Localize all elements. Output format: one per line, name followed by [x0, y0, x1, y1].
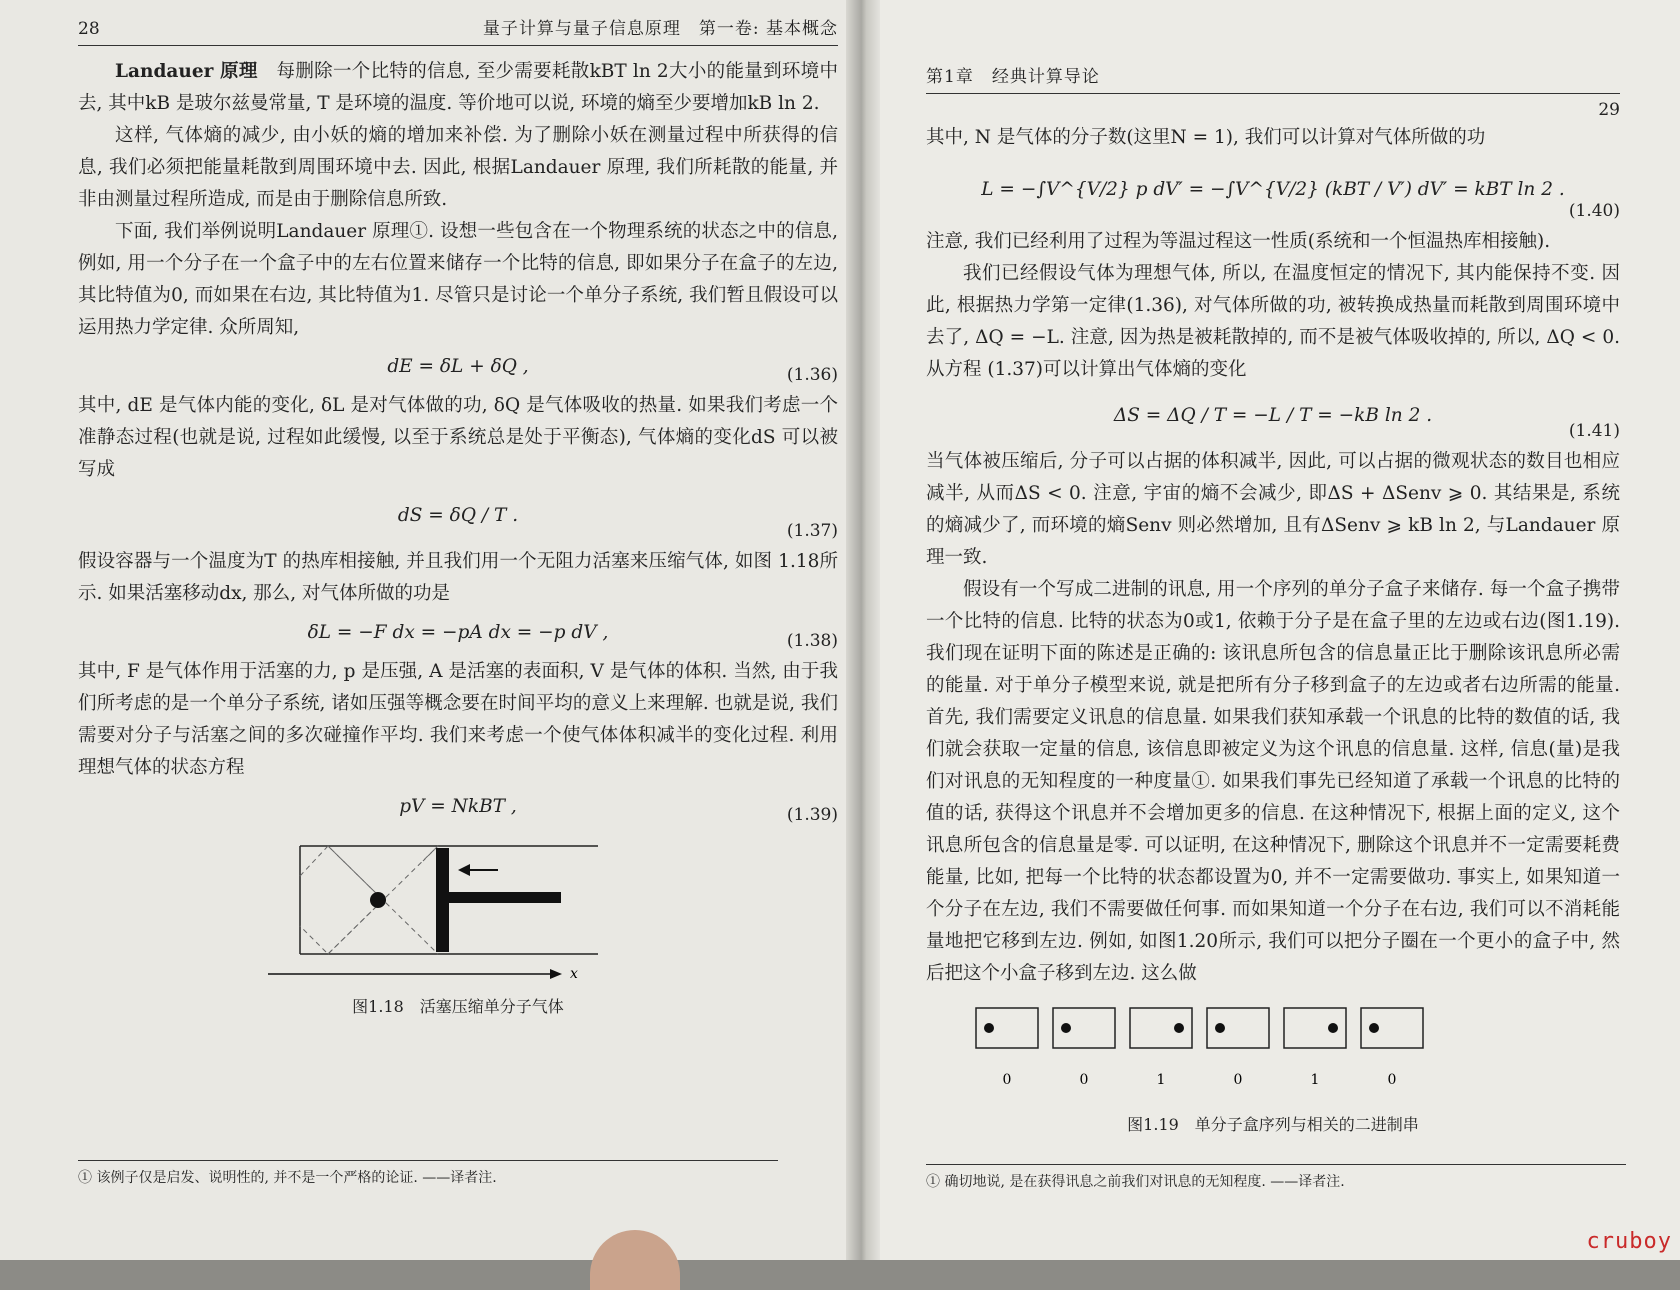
figure-1-18-caption: 图1.18 活塞压缩单分子气体: [352, 997, 564, 1016]
equation-1-41: [926, 386, 1620, 446]
equation-1-37: [78, 486, 838, 546]
bit-label: 0: [1079, 1072, 1089, 1088]
watermark: cruboy: [1586, 1229, 1672, 1254]
right-footnote: ① 确切地说, 是在获得讯息之前我们对讯息的无知程度. ——译者注.: [926, 1164, 1626, 1191]
left-footnote: ① 该例子仅是启发、说明性的, 并不是一个严格的论证. ——译者注.: [78, 1160, 778, 1187]
equation-1-39-body: pV = NkBT ,: [399, 796, 517, 817]
bit-box-5: [1361, 1008, 1423, 1088]
piston-diagram: [78, 836, 838, 986]
equation-1-40-body: L = −∫V^{V/2} p dV′ = −∫V^{V/2} (kBT / V′) dV′ = kBT ln 2 .: [981, 179, 1565, 200]
equation-1-38: [78, 610, 838, 656]
right-paragraph-5: 假设有一个写成二进制的讯息, 用一个序列的单分子盒子来储存. 每一个盒子携带一个比特的信息. 比特的状态为0或1, 依赖于分子是在盒子里的左边或右边(图1.19). 我们现在证明下面的陈述是正确的: 该讯息所包含的信息量正比于删除该讯息所必需的能量. 对于单分子模型来说, 就是把所有分子移到盒子的左边或者右边所需的能量. 首先, 我们需要定义讯息的信息量. 如果我们获知承载一个讯息的比特的数值的话, 我们就会获取一定量的信息, 该信息即被定义为这个讯息的信息量. 这样, 信息(量)是我们对讯息的无知程度的一种度量①. 如果我们事先已经知道了承载一个讯息的比特的值的话, 获得这个讯息并不会增加更多的信息. 在这种情况下, 根据上面的定义, 这个讯息所包含的信息量是零. 可以证明, 在这种情况下, 删除这个讯息并不一定需要耗费能量, 比如, 把每一个比特的状态都设置为0, 并不一定需要做功. 事实上, 如果知道一个分子在左边, 我们不需要做任何事. 而如果知道一个分子在右边, 我们可以不消耗能量地把它移到左边. 例如, 如图1.20所示, 我们可以把分子圈在一个更小的盒子中, 然后把这个小盒子移到左边. 这么做: [926, 579, 1620, 984]
left-paragraph-5: 假设容器与一个温度为T 的热库相接触, 并且我们用一个无阻力活塞来压缩气体, 如图 1.18所示. 如果活塞移动dx, 那么, 对气体所做的功是: [78, 551, 838, 604]
left-page-number: 28: [78, 19, 100, 39]
landauer-principle-paragraph: [78, 56, 838, 120]
right-running-head: [926, 62, 1620, 94]
landauer-principle-lead: Landauer 原理: [115, 61, 258, 82]
bit-box-0: [976, 1008, 1038, 1088]
molecule-dot: [1174, 1023, 1184, 1033]
equation-1-37-body: dS = δQ / T .: [397, 505, 519, 526]
book-gutter: [846, 0, 880, 1260]
piston: [436, 848, 561, 952]
molecule-dot: [1328, 1023, 1338, 1033]
molecule-path-lines: [300, 846, 438, 954]
molecule-dot: [1061, 1023, 1071, 1033]
piston-direction-arrow-icon: [458, 864, 498, 876]
left-paragraph-3: 下面, 我们举例说明Landauer 原理①. 设想一些包含在一个物理系统的状态之中的信息, 例如, 用一个分子在一个盒子中的左右位置来储存一个比特的信息, 即如果分子在盒子的左边, 其比特值为0, 而如果在右边, 其比特值为1. 尽管只是讨论一个单分子系统, 我们暂且假设可以运用热力学定律. 众所周知,: [78, 221, 838, 338]
molecule-dot: [984, 1023, 994, 1033]
equation-1-39: [78, 784, 838, 830]
chapter-heading: 第1章 经典计算导论: [926, 67, 1100, 87]
bit-box-4: [1284, 1008, 1346, 1088]
left-paragraph-2: 这样, 气体熵的减少, 由小妖的熵的增加来补偿. 为了删除小妖在测量过程中所获得的信息, 我们必须把能量耗散到周围环境中去. 因此, 根据Landauer 原理, 我们所耗散的能量, 并非由测量过程所造成, 而是由于删除信息所致.: [78, 125, 838, 210]
equation-1-36: [78, 344, 838, 390]
bit-box-3: [1207, 1008, 1269, 1088]
equation-1-41-body: ΔS = ΔQ / T = −L / T = −kB ln 2 .: [1113, 405, 1433, 426]
bit-box-2: [1130, 1008, 1192, 1088]
figure-1-18: [78, 836, 838, 1017]
left-running-title: 量子计算与量子信息原理 第一卷: 基本概念: [482, 19, 838, 39]
right-paragraph-2: 注意, 我们已经利用了过程为等温过程这一性质(系统和一个恒温热库相接触).: [926, 231, 1551, 252]
right-page: [866, 0, 1680, 1260]
equation-1-36-number: (1.36): [786, 365, 838, 385]
molecule-box-sequence: [926, 1004, 1620, 1104]
molecule-dot: [1369, 1023, 1379, 1033]
left-paragraph-6: 其中, F 是气体作用于活塞的力, p 是压强, A 是活塞的表面积, V 是气体的体积. 当然, 由于我们所考虑的是一个单分子系统, 诸如压强等概念要在时间平均的意义上来理解. 也就是说, 我们需要对分子与活塞之间的多次碰撞作平均. 我们来考虑一个使气体体积减半的变化过程. 利用理想气体的状态方程: [78, 661, 838, 778]
equation-1-41-number: (1.41): [1568, 421, 1620, 441]
bit-label: 1: [1156, 1072, 1166, 1088]
right-paragraph-4: 当气体被压缩后, 分子可以占据的体积减半, 因此, 可以占据的微观状态的数目也相应减半, 从而ΔS < 0. 注意, 宇宙的熵不会减少, 即ΔS + ΔSenv ⩾ 0. 其结果是, 系统的熵减少了, 而环境的熵Senv 则必然增加, 且有ΔSenv ⩾ kB ln 2, 与Landauer 原理一致.: [926, 451, 1620, 568]
left-running-head: [78, 14, 838, 46]
right-page-number: 29: [1598, 100, 1620, 120]
right-paragraph-1: 其中, N 是气体的分子数(这里N = 1), 我们可以计算对气体所做的功: [926, 127, 1486, 148]
equation-1-38-number: (1.38): [786, 631, 838, 651]
equation-1-37-number: (1.37): [786, 521, 838, 541]
equation-1-36-body: dE = δL + δQ ,: [387, 356, 529, 377]
bit-label: 0: [1233, 1072, 1243, 1088]
bit-label: 0: [1002, 1072, 1012, 1088]
figure-1-19-caption: 图1.19 单分子盒序列与相关的二进制串: [1127, 1115, 1419, 1134]
gas-molecule: [370, 892, 386, 908]
right-paragraph-3: 我们已经假设气体为理想气体, 所以, 在温度恒定的情况下, 其内能保持不变. 因此, 根据热力学第一定律(1.36), 对气体所做的功, 被转换成热量而耗散到周围环境中去了, ΔQ = −L. 注意, 因为热是被耗散掉的, 而不是被气体吸收掉的, 所以, ΔQ < 0. 从方程 (1.37)可以计算出气体熵的变化: [926, 263, 1620, 380]
equation-1-40: [926, 154, 1620, 226]
equation-1-38-body: δL = −F dx = −pA dx = −p dV ,: [307, 622, 609, 643]
bit-box-1: [1053, 1008, 1115, 1088]
bit-label: 1: [1310, 1072, 1320, 1088]
left-paragraph-4: 其中, dE 是气体内能的变化, δL 是对气体做的功, δQ 是气体吸收的热量. 如果我们考虑一个准静态过程(也就是说, 过程如此缓慢, 以至于系统总是处于平衡态), 气体熵的变化dS 可以被写成: [78, 395, 838, 480]
molecule-dot: [1215, 1023, 1225, 1033]
landauer-principle-text: 每删除一个比特的信息, 至少需要耗散kBT ln 2大小的能量到环境中去, 其中kB 是玻尔兹曼常量, T 是环境的温度. 等价地可以说, 环境的熵至少要增加kB ln 2.: [78, 61, 838, 114]
equation-1-40-number: (1.40): [1568, 201, 1620, 221]
left-page: [0, 0, 858, 1260]
x-axis-label: x: [570, 966, 578, 982]
x-axis-arrow-icon: [268, 969, 562, 979]
bit-label: 0: [1387, 1072, 1397, 1088]
figure-1-19: [926, 1004, 1620, 1135]
equation-1-39-number: (1.39): [786, 805, 838, 825]
